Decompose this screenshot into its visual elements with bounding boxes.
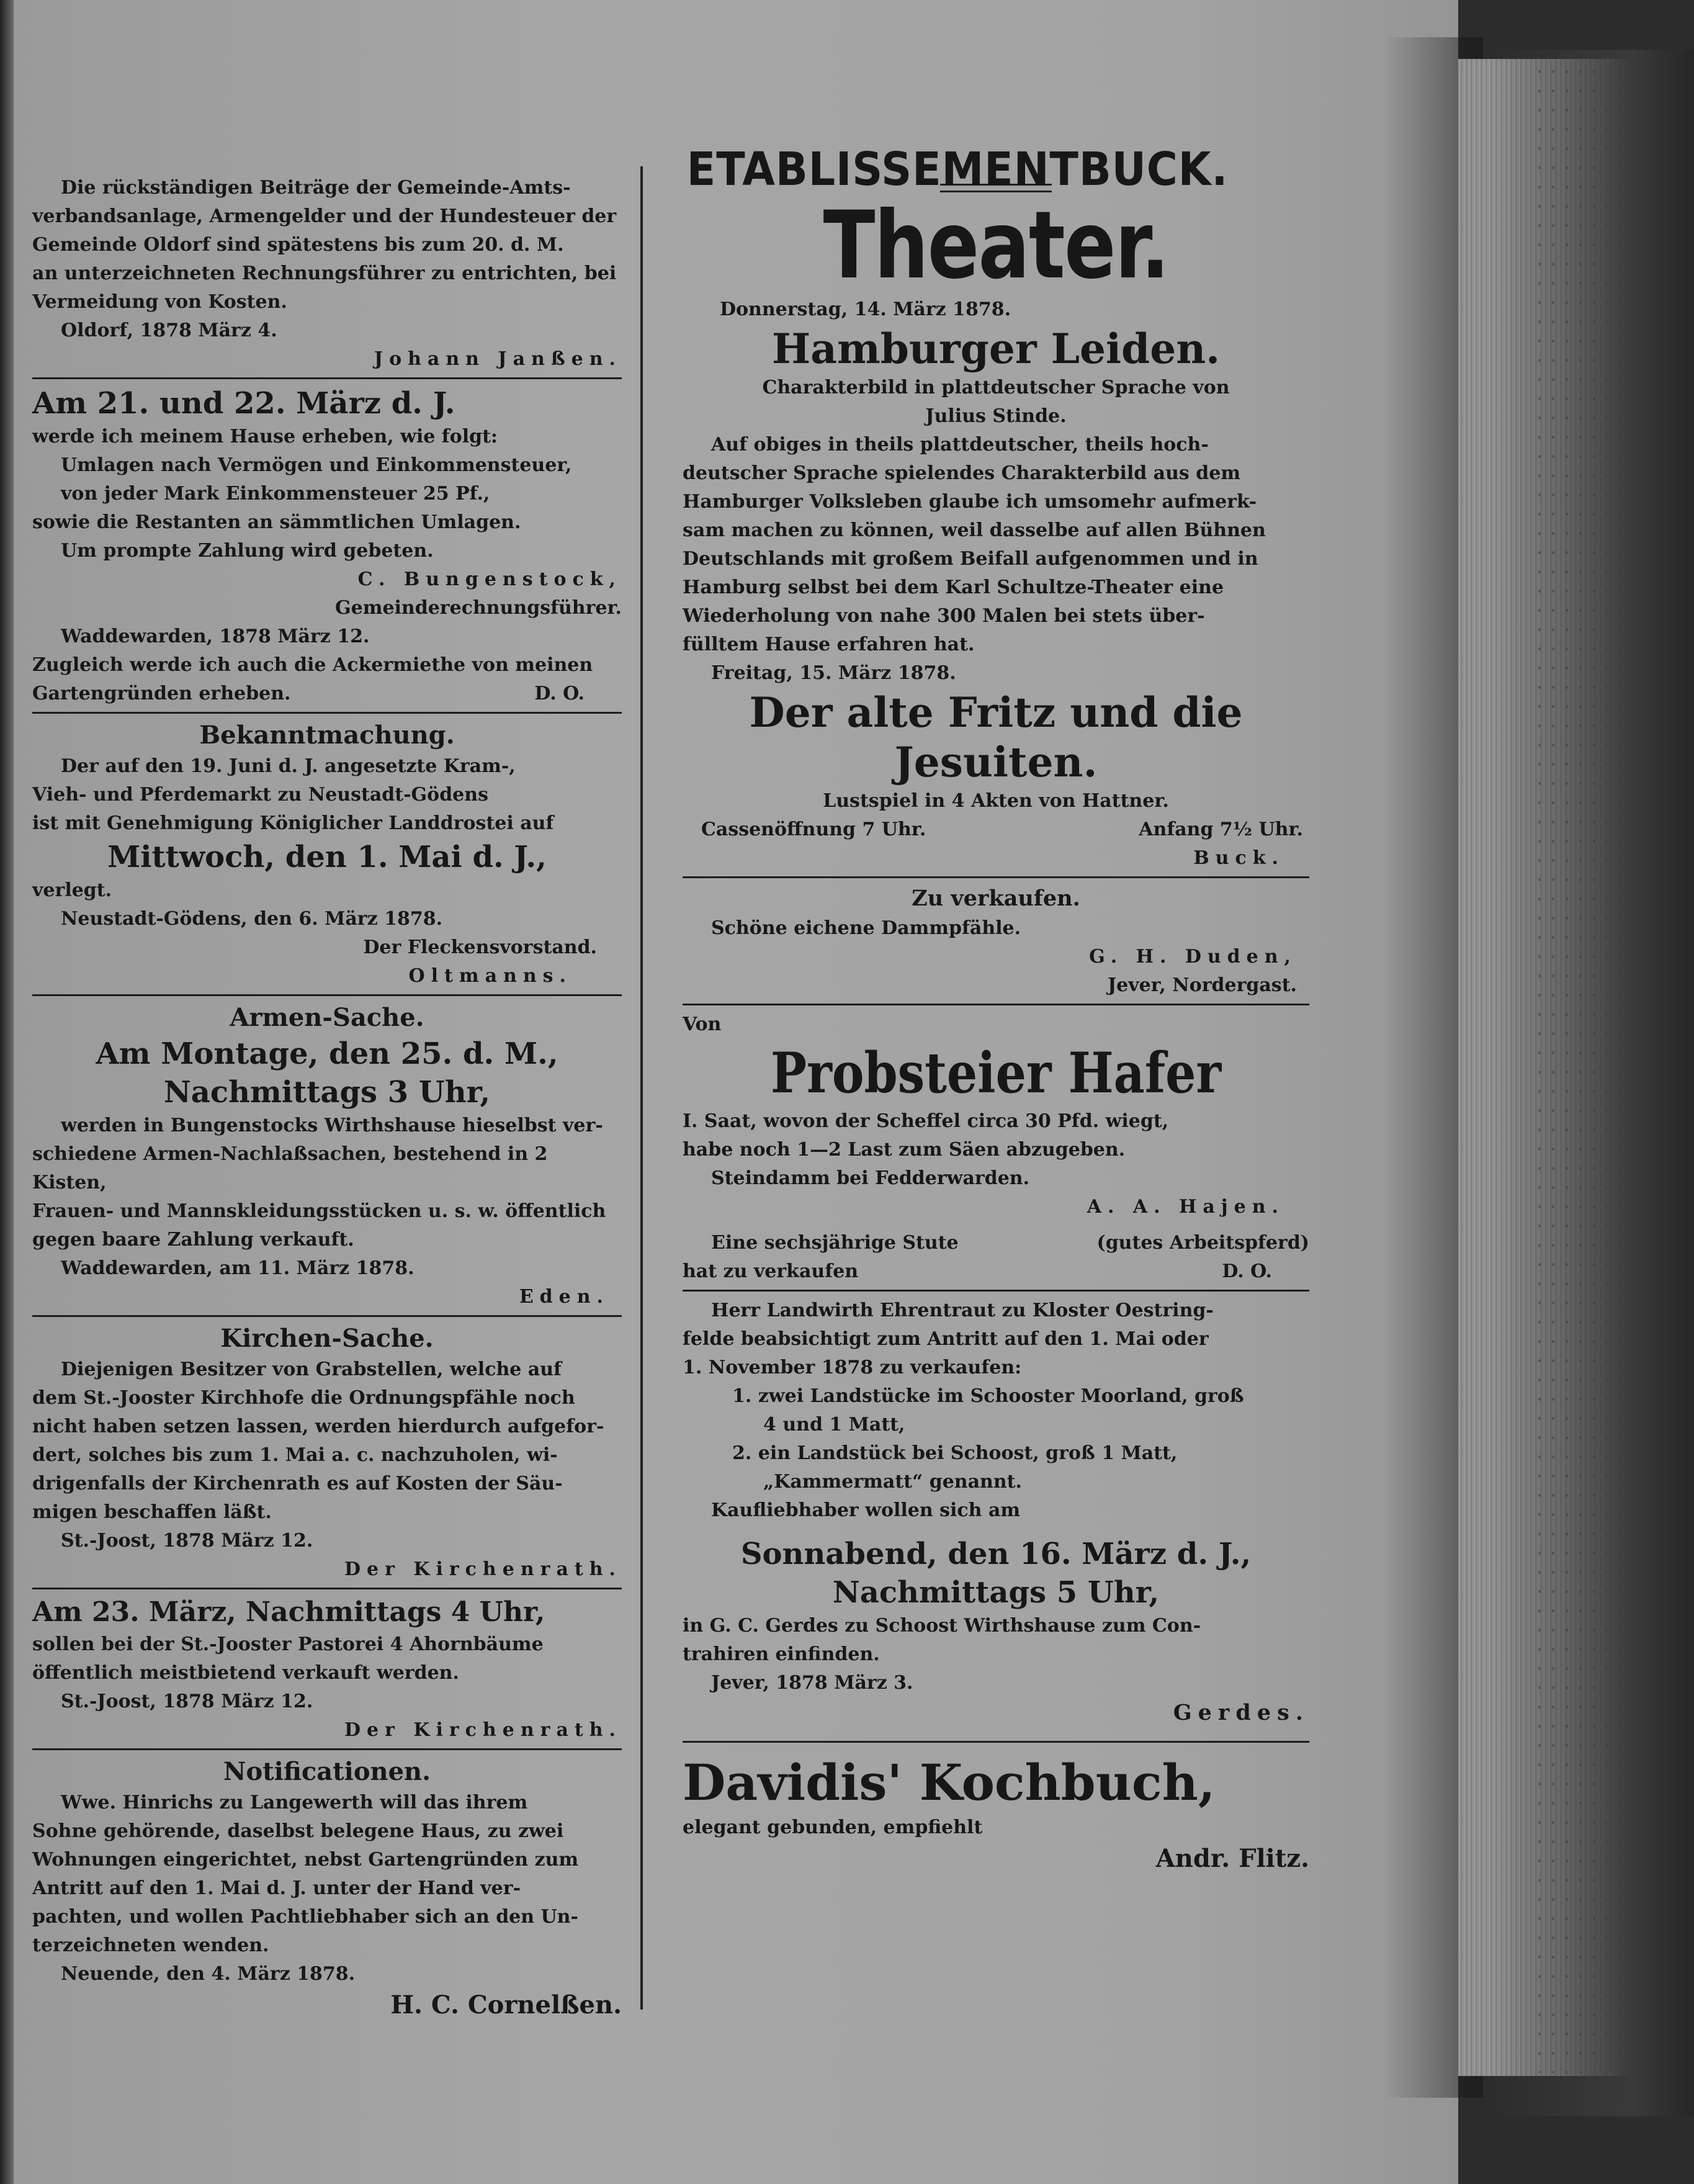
ad-line: (gutes Arbeitspferd) <box>1096 1232 1309 1254</box>
signature: Oltmanns. <box>408 965 572 987</box>
ad-line: hat zu verkaufen <box>683 1261 859 1282</box>
ad-headline: Nachmittags 3 Uhr, <box>163 1075 491 1110</box>
performance-date: Freitag, 15. März 1878. <box>711 662 956 684</box>
ad-line: Umlagen nach Vermögen und Einkommensteuer, <box>61 454 572 476</box>
ad-line: terzeichneten wenden. <box>32 1935 269 1956</box>
ad-line: Wohnungen eingerichtet, nebst Gartengründen zum <box>32 1849 579 1871</box>
ad-line-with-signature <box>32 680 622 708</box>
ad-line: Sohne gehörende, daselbst belegene Haus, zu zwei <box>32 1820 564 1842</box>
signature: Buck. <box>1193 847 1284 869</box>
ad-line: 1. November 1878 zu verkaufen: <box>683 1357 1022 1378</box>
banner-etablissement: ETABLISSEMENTBUCK. <box>686 143 1229 196</box>
signature: Gerdes. <box>1173 1700 1309 1725</box>
ad-line: Um prompte Zahlung wird gebeten. <box>61 540 434 562</box>
ad-line: Auf obiges in theils plattdeutscher, theils hoch- <box>711 434 1209 456</box>
signature: Der Kirchenrath. <box>344 1719 622 1741</box>
ad-line: Hamburger Volksleben glaube ich umsomehr aufmerk- <box>683 491 1257 513</box>
ad-headline: Mittwoch, den 1. Mai d. J., <box>107 840 547 874</box>
signature: A. A. Hajen. <box>1087 1196 1284 1218</box>
place-date: St.-Joost, 1878 März 12. <box>61 1691 313 1712</box>
play-author: Julius Stinde. <box>925 405 1067 427</box>
ad-ahornbaeume <box>32 1594 622 1745</box>
ad-line: Der auf den 19. Juni d. J. angesetzte Kram-, <box>61 755 516 777</box>
play-subtitle: Lustspiel in 4 Akten von Hattner. <box>823 790 1169 812</box>
place-date: Waddewarden, 1878 März 12. <box>61 626 370 647</box>
signature: D. O. <box>1222 1261 1272 1282</box>
ad-line: Gemeinde Oldorf sind spätestens bis zum 20. d. M. <box>32 234 564 256</box>
ad-line: Kaufliebhaber wollen sich am <box>711 1499 1021 1521</box>
signature-role: Gemeinderechnungsführer. <box>335 597 622 619</box>
play-title: Jesuiten. <box>894 738 1098 786</box>
ad-headline: Am 23. März, Nachmittags 4 Uhr, <box>32 1596 545 1628</box>
ad-separator <box>32 377 622 379</box>
ad-line: trahiren einfinden. <box>683 1643 880 1665</box>
ad-line: nicht haben setzen lassen, werden hierdurch aufgefor- <box>32 1416 604 1437</box>
ad-notificationen <box>32 1755 622 2022</box>
times-row <box>683 816 1309 844</box>
ad-line: verlegt. <box>32 879 112 901</box>
signature: G. H. Duden, <box>1089 946 1297 968</box>
ad-line: Diejenigen Besitzer von Grabstellen, welche auf <box>61 1359 562 1380</box>
signature: Johann Janßen. <box>374 348 622 370</box>
ad-line: Zugleich werde ich auch die Ackermiethe von meinen <box>32 654 593 676</box>
ad-line: ist mit Genehmigung Königlicher Landdrostei auf <box>32 812 554 834</box>
ad-line: von jeder Mark Einkommensteuer 25 Pf., <box>61 483 490 505</box>
ad-armen-sache <box>32 1001 622 1311</box>
ad-line: Deutschlands mit großem Beifall aufgenommen und in <box>683 548 1258 570</box>
ad-title: Bekanntmachung. <box>199 721 455 750</box>
start-time: Anfang 7½ Uhr. <box>1139 819 1303 840</box>
ad-stute <box>683 1229 1309 1286</box>
ad-kochbuch <box>683 1751 1309 1876</box>
signature: H. C. Cornelßen. <box>390 1990 622 2020</box>
ad-headline: Am Montage, den 25. d. M., <box>96 1036 558 1071</box>
box-office-time: Cassenöffnung 7 Uhr. <box>701 819 926 840</box>
ad-line: sollen bei der St.-Jooster Pastorei 4 Ahornbäume <box>32 1634 544 1655</box>
ad-line: Wwe. Hinrichs zu Langewerth will das ihrem <box>61 1792 528 1813</box>
place-date: Waddewarden, am 11. März 1878. <box>61 1257 415 1279</box>
ad-line: schiedene Armen-Nachlaßsachen, bestehend in 2 Kisten, <box>32 1143 548 1193</box>
ad-line: deutscher Sprache spielendes Charakterbild aus dem <box>683 462 1241 484</box>
ad-line: Die rückständigen Beiträge der Gemeinde-Amts- <box>61 177 571 199</box>
ad-line: I. Saat, wovon der Scheffel circa 30 Pfd. wiegt, <box>683 1110 1169 1132</box>
ad-headline: Davidis' Kochbuch, <box>683 1753 1216 1812</box>
ad-line: Hamburg selbst bei dem Karl Schultze-Theater eine <box>683 577 1224 598</box>
ad-line-with-signature <box>683 1257 1309 1286</box>
column-divider <box>640 166 643 2010</box>
right-column <box>683 143 1309 1876</box>
ad-line-row <box>683 1229 1309 1257</box>
ad-line: pachten, und wollen Pachtliebhaber sich an den Un- <box>32 1906 578 1928</box>
ad-title: Kirchen-Sache. <box>220 1324 434 1353</box>
ad-separator <box>32 712 622 714</box>
ad-line: Schöne eichene Dammpfähle. <box>711 917 1021 939</box>
ad-line: sowie die Restanten an sämmtlichen Umlagen. <box>32 511 521 533</box>
place-date: St.-Joost, 1878 März 12. <box>61 1530 313 1552</box>
ad-line: Frauen- und Mannskleidungsstücken u. s. w. öffentlich <box>32 1200 606 1222</box>
ad-line: Herr Landwirth Ehrentraut zu Kloster Oestring- <box>711 1300 1214 1321</box>
ad-title: Zu verkaufen. <box>912 886 1080 911</box>
ad-probsteier-hafer <box>683 1010 1309 1221</box>
play-title: Hamburger Leiden. <box>771 325 1221 373</box>
play-subtitle: Charakterbild in plattdeutscher Sprache von <box>762 377 1230 398</box>
ad-line: gegen baare Zahlung verkauft. <box>32 1229 354 1251</box>
ad-line: Gartengründen erheben. <box>32 683 291 704</box>
list-item: 2. ein Landstück bei Schoost, groß 1 Matt, <box>732 1442 1178 1464</box>
ad-separator <box>32 994 622 996</box>
ad-title: Armen-Sache. <box>230 1003 424 1032</box>
ad-landstuecke <box>683 1296 1309 1728</box>
ad-theater <box>683 143 1309 873</box>
place-date: Neuende, den 4. März 1878. <box>61 1963 356 1985</box>
ad-amtsverband <box>32 174 622 374</box>
ad-line: migen beschaffen läßt. <box>32 1501 272 1523</box>
ad-line: dem St.-Jooster Kirchhofe die Ordnungspfähle noch <box>32 1387 575 1409</box>
ad-bekanntmachung <box>32 719 622 991</box>
signature-place: Jever, Nordergast. <box>1107 974 1297 996</box>
ad-line: dert, solches bis zum 1. Mai a. c. nachzuholen, wi- <box>32 1444 558 1466</box>
book-cover-edge <box>1489 50 1694 2116</box>
ad-separator <box>683 1004 1309 1005</box>
ad-kirchen-sache <box>32 1322 622 1584</box>
theater-title: Theater. <box>823 192 1169 300</box>
ad-line: sam machen zu können, weil dasselbe auf allen Bühnen <box>683 519 1266 541</box>
ad-title: Notificationen. <box>223 1757 431 1786</box>
ad-line: felde beabsichtigt zum Antritt auf den 1. Mai oder <box>683 1328 1209 1350</box>
play-title: Der alte Fritz und die <box>749 688 1243 737</box>
ad-headline: Am 21. und 22. März d. J. <box>32 386 455 421</box>
ad-line: Von <box>683 1013 722 1035</box>
ad-line: Eine sechsjährige Stute <box>711 1232 959 1254</box>
signature-role: Der Fleckensvorstand. <box>363 937 597 958</box>
ad-separator <box>32 1588 622 1589</box>
page-left-edge <box>0 0 14 2184</box>
ad-zu-verkaufen <box>683 883 1309 1000</box>
ad-line: habe noch 1—2 Last zum Säen abzugeben. <box>683 1139 1126 1161</box>
ad-headline: Sonnabend, den 16. März d. J., <box>740 1537 1252 1571</box>
ad-headline: Nachmittags 5 Uhr, <box>832 1575 1160 1610</box>
place-date: Jever, 1878 März 3. <box>711 1672 913 1694</box>
ad-umlagen <box>32 384 622 708</box>
ad-line: in G. C. Gerdes zu Schoost Wirthshause zum Con- <box>683 1615 1201 1637</box>
signature: C. Bungenstock, <box>357 568 622 590</box>
ad-line: fülltem Hause erfahren hat. <box>683 634 975 655</box>
left-column <box>32 174 622 2022</box>
ad-separator <box>683 876 1309 878</box>
ad-line: Wiederholung von nahe 300 Malen bei stets über- <box>683 605 1205 627</box>
ad-separator <box>683 1290 1309 1292</box>
performance-date: Donnerstag, 14. März 1878. <box>720 299 1011 320</box>
ad-line: elegant gebunden, empfiehlt <box>683 1817 983 1838</box>
list-item: 1. zwei Landstücke im Schooster Moorland, groß <box>732 1385 1244 1407</box>
place-date: Oldorf, 1878 März 4. <box>61 320 277 341</box>
ad-headline: Probsteier Hafer <box>770 1040 1222 1106</box>
ad-line: drigenfalls der Kirchenrath es auf Kosten der Säu- <box>32 1473 563 1494</box>
ad-line: werde ich meinem Hause erheben, wie folgt: <box>32 426 498 447</box>
signature-place: Steindamm bei Fedderwarden. <box>711 1167 1030 1189</box>
ad-separator <box>32 1748 622 1750</box>
ad-line: Antritt auf den 1. Mai d. J. unter der Hand ver- <box>32 1877 521 1899</box>
signature: D. O. <box>534 683 585 704</box>
signature: Andr. Flitz. <box>1155 1844 1309 1873</box>
ad-line: Vieh- und Pferdemarkt zu Neustadt-Gödens <box>32 784 488 806</box>
signature: Eden. <box>519 1286 609 1308</box>
list-item: „Kammermatt“ genannt. <box>763 1471 1022 1493</box>
ad-line: verbandsanlage, Armengelder und der Hundesteuer der <box>32 205 617 227</box>
ad-separator <box>683 1741 1309 1743</box>
place-date: Neustadt-Gödens, den 6. März 1878. <box>61 908 443 930</box>
ad-separator <box>32 1315 622 1317</box>
signature: Der Kirchenrath. <box>344 1558 622 1580</box>
list-item: 4 und 1 Matt, <box>763 1414 905 1436</box>
ad-line: an unterzeichneten Rechnungsführer zu entrichten, bei <box>32 263 617 284</box>
ad-line: werden in Bungenstocks Wirthshause hieselbst ver- <box>61 1115 603 1136</box>
ad-line: Vermeidung von Kosten. <box>32 291 287 313</box>
ad-line: öffentlich meistbietend verkauft werden. <box>32 1662 459 1684</box>
